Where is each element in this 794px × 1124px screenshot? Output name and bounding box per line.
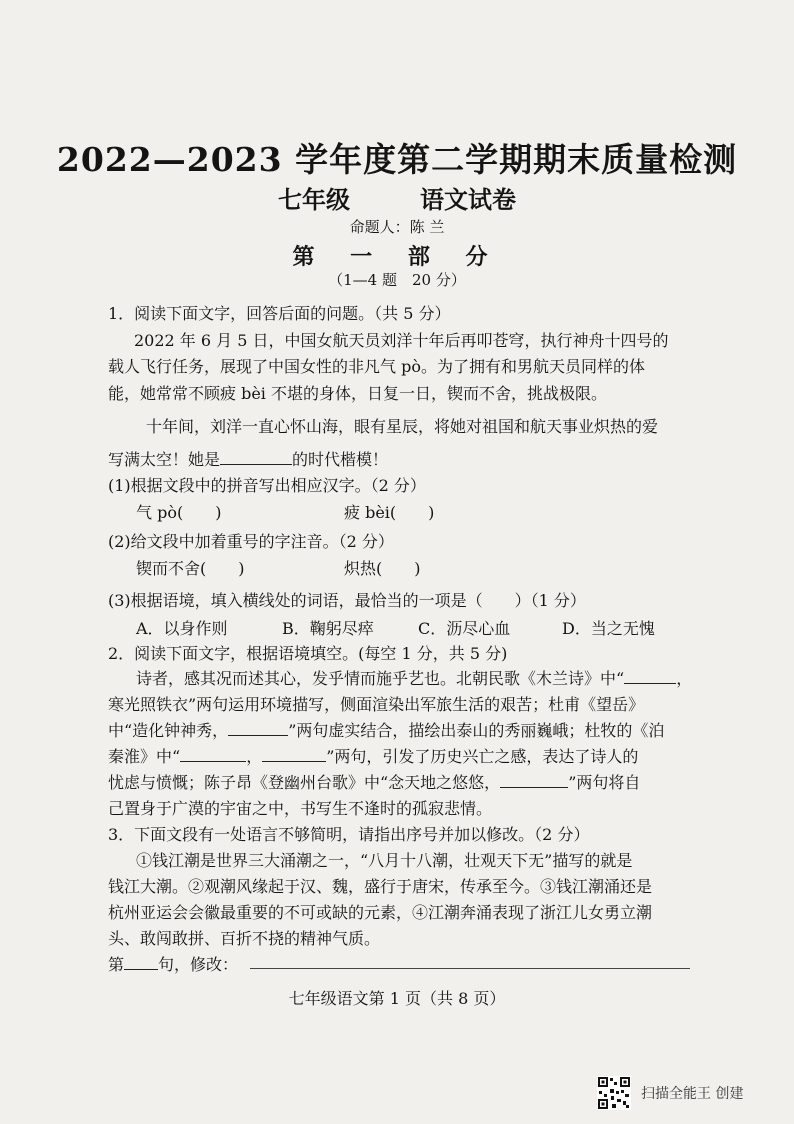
q3-answer-label-a: 第 [108,955,125,974]
qr-code-icon [597,1076,631,1110]
q3-answer-rule[interactable] [250,968,690,969]
q3-line-1: ①钱江潮是世界三大涌潮之一，“八月十八潮，壮观天下无”描写的就是 [136,851,633,870]
q1-fill-blank[interactable] [220,450,292,465]
q2-line-2: 寒光照铁衣”两句运用环境描写，侧面渲染出军旅生活的艰苦；杜甫《望岳》 [108,695,645,714]
q2-blank-5[interactable] [500,773,568,788]
q2-line-1 [136,666,692,689]
q2-line-3-text-b: ”两句虚实结合，描绘出泰山的秀丽巍峨；杜牧的《泊 [288,721,665,740]
q1-stem: 1．阅读下面文字，回答后面的问题。（共 5 分） [108,304,451,323]
q1-option-a[interactable]: A．以身作则 [136,619,228,638]
q2-blank-4[interactable] [262,747,326,762]
q1-para-line-1: 2022 年 6 月 5 日，中国女航天员刘洋十年后再叩苍穹，执行神舟十四号的 [134,331,669,350]
grade-label: 七年级 [278,185,350,214]
q2-line-5-text-b: ”两句将自 [568,773,641,792]
part-heading: 第 一 部 分 [292,244,502,270]
q3-line-3: 杭州亚运会会徽最重要的不可或缺的元素，④江潮奔涌表现了浙江儿女勇立潮 [108,903,653,922]
q3-answer-label-b: 句，修改： [158,955,239,974]
exam-subtitle [0,180,794,215]
q2-line-5-text-a: 忧虑与愤慨；陈子昂《登幽州台歌》中“念天地之悠悠， [108,773,501,792]
q2-line-3-text-a: 中“造化钟神秀， [108,721,229,740]
q1-option-d[interactable]: D．当之无愧 [562,619,655,638]
author-line: 命题人：陈 兰 [349,218,445,236]
q1-option-c[interactable]: C．沥尽心血 [418,619,511,638]
q2-line-4-text-c: ”两句，引发了历史兴亡之感，表达了诗人的 [326,747,639,766]
q1-para-line-3: 能，她常常不顾疲 bèi 不堪的身体，日复一日，锲而不舍，挑战极限。 [108,384,608,403]
q1-sub2-blank-b[interactable]: 炽热( ) [344,559,421,578]
q2-stem: 2．阅读下面文字，根据语境填空。(每空 1 分，共 5 分) [108,644,508,663]
q3-sentence-number-blank[interactable] [124,955,158,970]
scanner-watermark: 扫描全能王 创建 [641,1086,744,1102]
q1-sub3: (3)根据语境，填入横线处的词语，最恰当的一项是（ ）（1 分） [108,591,586,610]
q2-line-3 [108,718,664,741]
q1-sub1: (1)根据文段中的拼音写出相应汉字。（2 分） [108,476,426,495]
q2-line-4-text-a: 秦淮》中“ [108,747,181,766]
q2-line-1-comma: ， [676,669,693,688]
q1-text-before-blank: 写满太空！她是 [108,450,221,469]
q1-para-line-5 [108,447,388,470]
q1-sub2-blank-a[interactable]: 锲而不舍( ) [136,559,245,578]
part-range: （1—4 题 20 分） [328,271,466,289]
q2-blank-2[interactable] [228,721,288,736]
q1-para-line-4: 十年间，刘洋一直心怀山海，眼有星辰，将她对祖国和航天事业炽热的爱 [146,417,659,436]
q1-para-line-2: 载人飞行任务，展现了中国女性的非凡气 pò。为了拥有和男航天员同样的体 [108,357,645,376]
q2-blank-3[interactable] [180,747,246,762]
q2-line-5 [108,770,640,793]
subject-label: 语文试卷 [420,185,516,214]
q3-answer-line [108,952,238,975]
q1-option-b[interactable]: B．鞠躬尽瘁 [282,619,374,638]
page-footer: 七年级语文第 1 页（共 8 页） [288,989,506,1008]
q2-line-4 [108,744,638,767]
q3-line-4: 头、敢闯敢拼、百折不挠的精神气质。 [108,929,381,948]
q1-sub2: (2)给文段中加着重号的字注音。（2 分） [108,532,394,551]
q2-line-1-text: 诗者，感其况而述其心，发乎情而施乎艺也。北朝民歌《木兰诗》中“ [136,669,625,688]
q1-sub1-blank-b[interactable]: 疲 bèi( ) [344,503,435,522]
q2-line-6: 己置身于广漠的宇宙之中，书写生不逢时的孤寂悲情。 [108,799,493,818]
q1-sub1-blank-a[interactable]: 气 pò( ) [136,503,222,522]
exam-title: 2022—2023 学年度第二学期期末质量检测 [56,140,738,179]
q2-blank-1[interactable] [624,669,676,684]
q3-stem: 3．下面文段有一处语言不够简明，请指出序号并加以修改。（2 分） [108,825,590,844]
q1-text-after-blank: 的时代楷模！ [292,450,389,469]
q3-line-2: 钱江大潮。②观潮风缘起于汉、魏，盛行于唐宋，传承至今。③钱江潮涌还是 [108,877,653,896]
q2-line-4-comma: ， [246,747,263,766]
